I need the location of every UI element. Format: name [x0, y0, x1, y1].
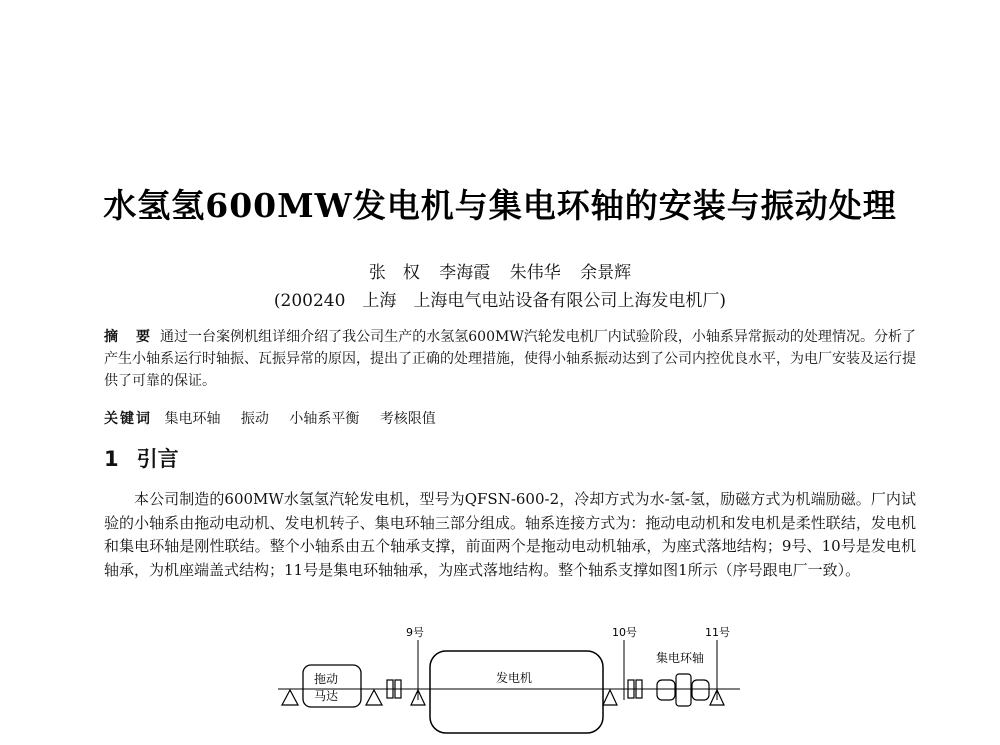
bearing-icon [603, 690, 617, 705]
author: 朱伟华 [509, 263, 561, 283]
bearing-icon [411, 690, 425, 705]
bearing-icon [710, 690, 724, 705]
section-heading [104, 443, 179, 473]
collector-ring [676, 674, 691, 706]
drive-motor [303, 665, 361, 707]
abstract-label: 摘 要 [104, 329, 153, 345]
bearing-10-label: 10号 [612, 626, 637, 639]
keyword: 振动 [240, 411, 269, 427]
abstract-text: 通过一台案例机组详细介绍了我公司生产的水氢氢600MW汽轮发电机厂内试验阶段，小轴系异常振动的处理情况。分析了产生小轴系运行时轴振、瓦振异常的原因，提出了正确的处理措施，使得小轴系振动达到了公司内控优良水平，为电厂安装及运行提供了可靠的保证。 [104, 329, 916, 389]
abstract [104, 326, 916, 392]
section-number: 1 [104, 447, 119, 471]
bearing-11-label: 11号 [705, 626, 730, 639]
drive-motor-label-1: 拖动 [314, 672, 339, 686]
keyword: 集电环轴 [164, 411, 221, 427]
generator [430, 651, 603, 733]
section-title: 引言 [136, 447, 179, 471]
keyword: 考核限值 [379, 411, 436, 427]
coupling-icon [387, 680, 393, 698]
paper-title: 水氢氢600MW发电机与集电环轴的安装与振动处理 [103, 186, 897, 225]
coupling-icon [395, 680, 401, 698]
author-list [0, 258, 1000, 283]
generator-label: 发电机 [496, 671, 533, 685]
keywords-label: 关键词 [104, 411, 152, 427]
collector-ring-label: 集电环轴 [656, 651, 705, 665]
keywords [104, 408, 916, 430]
affiliation: (200240 上海 上海电气电站设备有限公司上海发电机厂) [273, 291, 727, 311]
author: 张 权 [368, 263, 420, 283]
bearing-9-label: 9号 [406, 626, 424, 639]
coupling-icon [628, 680, 634, 698]
keyword: 小轴系平衡 [289, 411, 360, 427]
bearing-icon [366, 690, 382, 705]
collector-ring [657, 680, 675, 700]
drive-motor-label-2: 马达 [314, 689, 339, 703]
collector-ring [692, 680, 709, 700]
author: 李海霞 [439, 263, 491, 283]
body-paragraph: 本公司制造的600MW水氢氢汽轮发电机，型号为QFSN-600-2，冷却方式为水-氢-氢，励磁方式为机端励磁。厂内试验的小轴系由拖动电动机、发电机转子、集电环轴三部分组成。轴系连接方式为：拖动电动机和发电机是柔性联结，发电机和集电环轴是刚性联结。整个小轴系由五个轴承支撑，前面两个是拖动电动机轴承，为座式落地结构；9号、10号是发电机轴承，为机座端盖式结构；11号是集电环轴轴承，为座式落地结构。整个轴系支撑如图1所示（序号跟电厂一致）。 [104, 490, 916, 579]
author: 余景辉 [580, 263, 632, 283]
bearing-icon [282, 690, 298, 705]
coupling-icon [636, 680, 642, 698]
